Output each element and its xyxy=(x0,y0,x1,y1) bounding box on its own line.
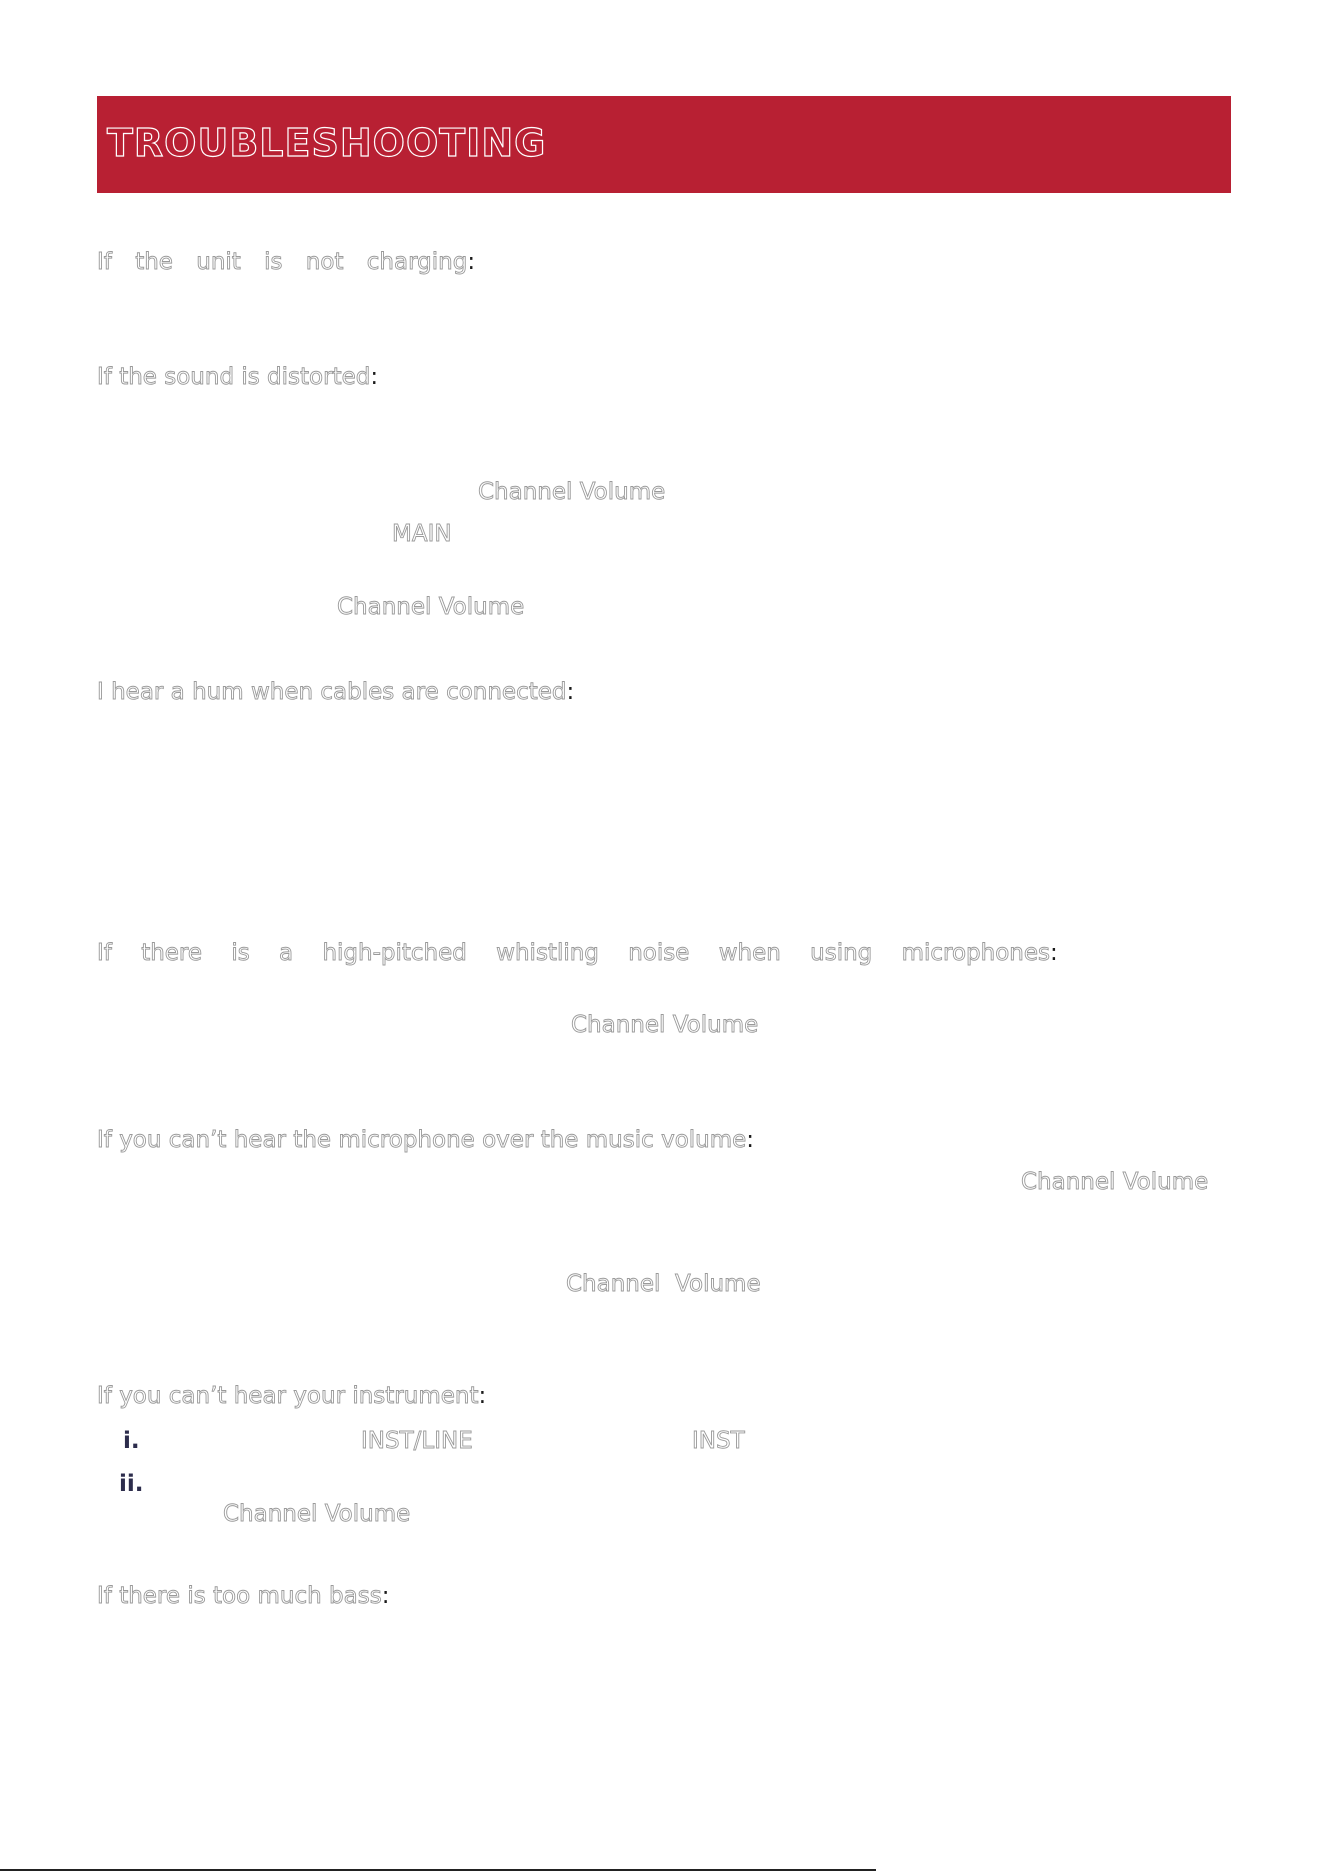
section-banner xyxy=(97,96,1231,193)
heading-hum: I hear a hum when cables are connected: xyxy=(97,679,575,705)
control-label-channel-volume: Channel Volume xyxy=(571,1012,759,1038)
control-label-inst: INST xyxy=(692,1428,745,1454)
footer-rule xyxy=(0,1869,876,1871)
list-marker-ii: ii. xyxy=(119,1471,144,1497)
control-label-channel-volume: Channel Volume xyxy=(478,479,666,505)
control-label-channel-volume: Channel Volume xyxy=(1021,1169,1209,1195)
control-label-channel-volume: Channel Volume xyxy=(566,1271,761,1297)
control-label-channel-volume: Channel Volume xyxy=(223,1501,411,1527)
control-label-main: MAIN xyxy=(392,521,452,547)
heading-bass: If there is too much bass: xyxy=(97,1583,390,1609)
heading-whistling: If there is a high-pitched whistling noise when using microphones: xyxy=(97,940,1058,966)
control-label-inst-line: INST/LINE xyxy=(361,1428,473,1454)
heading-instrument: If you can’t hear your instrument: xyxy=(97,1383,487,1409)
page-title: TROUBLESHOOTING xyxy=(107,121,547,165)
control-label-channel-volume: Channel Volume xyxy=(337,594,525,620)
heading-mic-over-music: If you can’t hear the microphone over the music volume: xyxy=(97,1127,755,1153)
heading-distorted: If the sound is distorted: xyxy=(97,364,379,390)
heading-not-charging: If the unit is not charging: xyxy=(97,249,476,275)
list-marker-i: i. xyxy=(123,1428,140,1454)
